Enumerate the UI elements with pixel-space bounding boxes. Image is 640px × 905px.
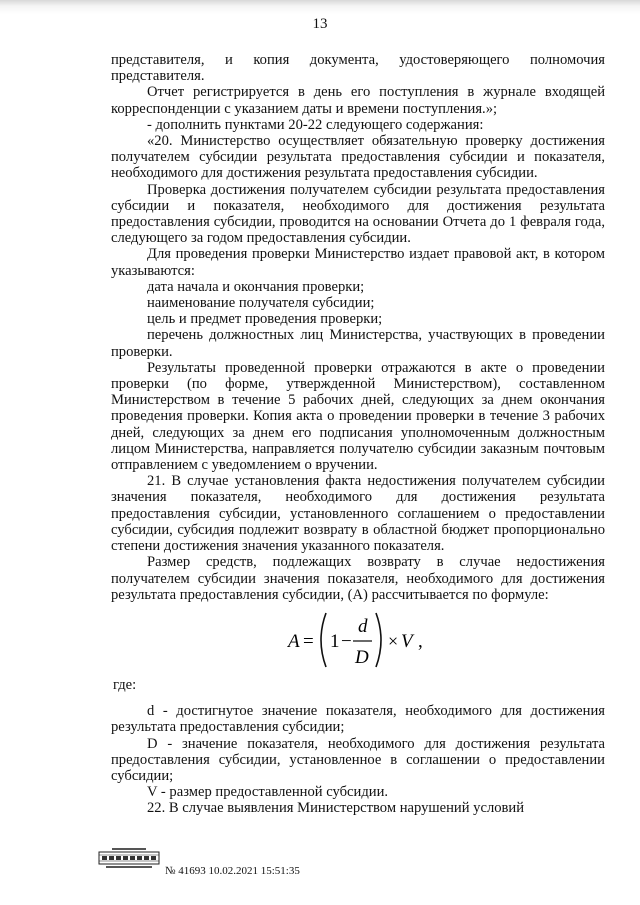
registration-number: № 41693 10.02.2021 15:51:35 xyxy=(165,865,300,877)
scan-edge xyxy=(0,0,640,14)
document-body xyxy=(111,52,605,817)
list-item-officials: перечень должностных лиц Министерства, участвующих в проведении проверки. xyxy=(111,327,605,360)
list-item: наименование получателя субсидии; xyxy=(147,295,375,312)
paragraph-check-basis: Проверка достижения получателем субсидии результата предоставления субсидии и показателя, необходимого для достижения результата предоставления субсидии, проводится на основании Отчета до 1 февраля года, следующего за годом предоставления субсидии. xyxy=(111,181,605,247)
list-item: цель и предмет проведения проверки; xyxy=(147,311,383,328)
formula-equals: = xyxy=(303,630,314,652)
list-item: дата начала и окончания проверки; xyxy=(147,278,365,295)
paragraph-clause-22: 22. В случае выявления Министерством нарушений условий xyxy=(147,800,525,817)
paragraph-continuation: представителя, и копия документа, удостоверяющего полномочия представителя. xyxy=(111,52,605,85)
formula-graphic xyxy=(288,607,428,673)
definition-d: d - достигнутое значение показателя, необходимого для достижения результата предоставления субсидии; xyxy=(111,703,605,736)
definition-V: V - размер предоставленной субсидии. xyxy=(147,784,389,801)
formula-left-paren xyxy=(321,613,326,667)
paragraph-clause-21: 21. В случае установления факта недостижения получателем субсидии значения показателя, необходимого для достижения результата предоставления субсидии, установленного соглашением о предоставлении субсидии, субсидия подлежит возврату в областной бюджет пропорционально степени достижения значения указанного показателя. xyxy=(111,473,605,555)
paragraph-refund-size: Размер средств, подлежащих возврату в случае недостижения получателем субсидии значения показателя, необходимого для достижения результата предоставления субсидии, (A) рассчитывается по формуле: xyxy=(111,554,605,603)
formula-times: × xyxy=(388,630,399,651)
paragraph-check-results: Результаты проведенной проверки отражаются в акте о проведении проверки (по форме, утвержденной Министерством), составленном Министерством в течение 5 рабочих дней, следующих за днем окончания проведения проверки. Копия акта о проведении проверки в течение 3 рабочих дней, следующих за днем его подписания уполномоченным должностным лицом Министерства, направляется получателю субсидии заказным почтовым отправлением с уведомлением о вручении. xyxy=(111,359,605,474)
formula-var-V: V xyxy=(401,630,413,652)
paragraph-clause-20: «20. Министерство осуществляет обязательную проверку достижения получателем субсидии результата предоставления субсидии и показателя, необходимого для достижения результата предоставления субсидии. xyxy=(111,133,605,182)
label-where: где: xyxy=(113,676,137,693)
paragraph-legal-act: Для проведения проверки Министерство издает правовой акт, в котором указываются: xyxy=(111,246,605,279)
paragraph-amendment-intro: - дополнить пунктами 20-22 следующего содержания: xyxy=(147,116,484,133)
formula-var-d: d xyxy=(358,615,368,637)
registry-stamp-icon xyxy=(98,846,160,870)
formula-right-paren xyxy=(376,613,381,667)
formula-comma: , xyxy=(418,630,423,652)
formula-var-A: A xyxy=(288,630,300,652)
formula-minus: − xyxy=(341,630,352,652)
refund-formula xyxy=(111,603,605,677)
page-number: 13 xyxy=(312,16,328,32)
formula-var-D: D xyxy=(355,646,369,668)
definition-D: D - значение показателя, необходимого для достижения результата предоставления субсидии, установленное в соглашении о предоставлении субсидии; xyxy=(111,735,605,784)
formula-one: 1 xyxy=(330,630,340,652)
paragraph-report-registration: Отчет регистрируется в день его поступления в журнале входящей корреспонденции с указанием даты и времени поступления.»; xyxy=(111,84,605,117)
